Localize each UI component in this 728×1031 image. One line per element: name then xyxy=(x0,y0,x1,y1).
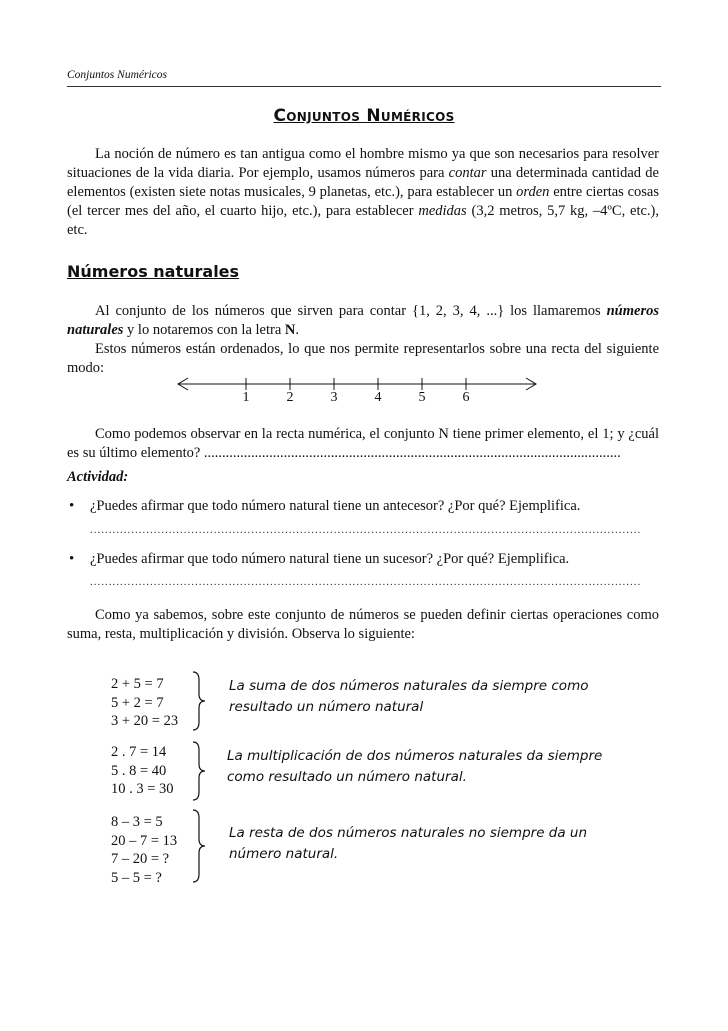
brace-multiplicacion xyxy=(190,740,210,802)
note-line: La multiplicación de dos números naturales da siempre xyxy=(227,748,603,764)
number-line-label: 1 xyxy=(242,390,250,403)
intro-em-contar: contar xyxy=(448,165,487,181)
equation: 8 – 3 = 5 xyxy=(111,814,163,830)
activity-heading: Actividad: xyxy=(67,469,129,485)
note-suma xyxy=(229,676,588,718)
naturales-def-text-1: Al conjunto de los números que sirven para contar {1, 2, 3, 4, ...} los llamaremos xyxy=(95,303,607,319)
equation: 5 – 5 = ? xyxy=(111,869,162,886)
intro-text-4: (3,2 metros, 5,7 kg, –4ºC, etc.), etc. xyxy=(67,203,659,238)
activity-question-1: ¿Puedes afirmar que todo número natural tiene un antecesor? ¿Por qué? Ejemplifica. xyxy=(90,498,581,514)
intro-text-1: La noción de número es tan antigua como el hombre mismo ya que son necesarios para resolver situaciones de la vida diaria. Por ejemplo, usamos números para xyxy=(67,146,659,181)
note-multiplicacion xyxy=(227,746,602,788)
equation: 5 + 2 = 7 xyxy=(111,694,164,711)
note-line: como resultado un número natural. xyxy=(227,769,467,785)
equation: 20 – 7 = 13 xyxy=(111,832,178,849)
naturales-def-term: números naturales xyxy=(67,303,659,338)
naturales-def-letter: N xyxy=(284,322,296,338)
equations-suma xyxy=(111,675,178,731)
naturales-order-paragraph: Estos números están ordenados, lo que nos permite representarlos sobre una recta del siguiente modo: xyxy=(67,341,659,376)
activity-question-2: ¿Puedes afirmar que todo número natural tiene un sucesor? ¿Por qué? Ejemplifica. xyxy=(90,551,570,567)
intro-em-orden: orden xyxy=(516,184,550,200)
equation: 2 . 7 = 14 xyxy=(111,744,167,760)
bullet-1: • xyxy=(69,498,75,514)
recta-paragraph: Como podemos observar en la recta numérica, el conjunto N tiene primer elemento, el 1; y ¿cuál es su último elemento? ................................................................................................................... xyxy=(67,426,659,461)
intro-paragraph xyxy=(67,145,659,240)
page-title: Conjuntos Numéricos xyxy=(273,106,455,126)
naturales-definition xyxy=(67,302,659,340)
intro-text-2: una determinada cantidad de elementos (existen siete notas musicales, 9 planetas, etc.), para establecer un xyxy=(67,165,659,200)
equation: 3 + 20 = 23 xyxy=(111,713,179,729)
number-line-label: 5 xyxy=(418,390,426,403)
equations-multiplicacion xyxy=(111,743,174,799)
number-line xyxy=(170,375,550,408)
equation: 7 – 20 = ? xyxy=(111,851,170,867)
naturales-def-text-2: y lo notaremos con la letra xyxy=(123,322,285,338)
equations-resta xyxy=(111,813,177,887)
number-line-label: 6 xyxy=(462,390,470,403)
bullet-2: • xyxy=(69,551,75,567)
equation: 5 . 8 = 40 xyxy=(111,762,167,779)
note-line: número natural. xyxy=(229,846,339,862)
intro-text-3: entre ciertas cosas (el tercer mes del año, el cuarto hijo, etc.), para establecer xyxy=(67,184,659,219)
note-line: resultado un número natural xyxy=(229,699,424,715)
note-resta xyxy=(229,823,587,865)
naturales-def-text-3: . xyxy=(295,322,299,338)
answer-line-2[interactable]: ................................................................................................................................................... xyxy=(90,576,642,588)
brace-resta xyxy=(190,808,210,884)
header-rule xyxy=(67,86,661,87)
intro-em-medidas: medidas xyxy=(418,203,467,219)
running-header: Conjuntos Numéricos xyxy=(67,69,167,81)
note-line: La suma de dos números naturales da siempre como xyxy=(229,678,589,694)
answer-line-1[interactable]: ................................................................................................................................................... xyxy=(90,524,642,536)
brace-suma xyxy=(190,670,210,732)
note-line: La resta de dos números naturales no siempre da un xyxy=(229,825,588,841)
number-line-svg xyxy=(170,375,550,403)
equation: 2 + 5 = 7 xyxy=(111,676,164,692)
operations-intro: Como ya sabemos, sobre este conjunto de números se pueden definir ciertas operaciones como suma, resta, multiplicación y división. Observa lo siguiente: xyxy=(67,607,659,642)
number-line-label: 2 xyxy=(286,390,294,403)
number-line-label: 4 xyxy=(374,390,382,403)
equation: 10 . 3 = 30 xyxy=(111,781,174,797)
number-line-label: 3 xyxy=(330,390,338,403)
section-heading-naturales: Números naturales xyxy=(67,262,240,281)
